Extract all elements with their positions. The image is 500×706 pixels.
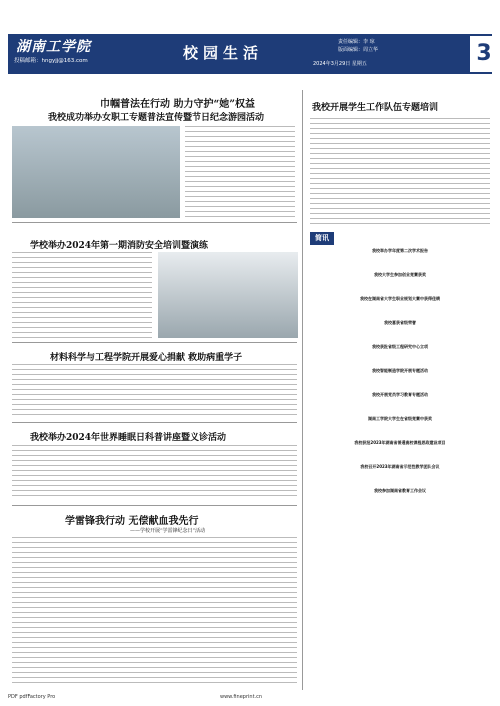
brief-item: 我校召开2023年湖南省示范性教学团队会议 bbox=[360, 464, 440, 469]
divider bbox=[12, 422, 297, 423]
newspaper-logo: 湖南工学院 bbox=[16, 39, 91, 55]
article-photo bbox=[12, 126, 180, 218]
masthead bbox=[8, 34, 492, 74]
brief-item: 湖南工学院大学生在省级竞赛中获奖 bbox=[368, 416, 432, 421]
article-body bbox=[12, 537, 297, 685]
brief-item: 我校参加湖南省教育工作会议 bbox=[374, 488, 426, 493]
article-title: 材料科学与工程学院开展爱心捐献 救助病重学子 bbox=[50, 353, 243, 363]
brief-item: 我校获批2023年湖南省普通高校课程思政建设项目 bbox=[354, 440, 446, 445]
brief-item: 我校获批省级工程研究中心立项 bbox=[372, 344, 428, 349]
brief-item: 我校举办学年度第二次学术报告 bbox=[372, 248, 428, 253]
page-number: 3 bbox=[470, 36, 498, 72]
article-body bbox=[12, 364, 297, 418]
divider bbox=[12, 222, 297, 223]
article-subtitle: ——学校开展“学雷锋纪念日”活动 bbox=[130, 528, 206, 534]
footer-left: PDF pdfFactory Pro bbox=[8, 694, 56, 700]
briefs-heading: 简讯 bbox=[310, 232, 334, 245]
divider bbox=[12, 342, 297, 343]
editor-credits bbox=[338, 38, 378, 54]
article-title: 学雷锋我行动 无偿献血我先行 bbox=[65, 516, 199, 527]
article-title: 巾帼普法在行动 助力守护“她”权益 bbox=[100, 99, 255, 110]
brief-item: 我校在湖南省大学生职业规划大赛中获得佳绩 bbox=[360, 296, 440, 301]
divider bbox=[12, 505, 297, 506]
briefs-list bbox=[310, 248, 490, 512]
article-photo bbox=[158, 252, 298, 338]
issue-date: 2024年3月29日 星期五 bbox=[313, 61, 367, 67]
brief-item: 我校大学生参加创业竞赛获奖 bbox=[374, 272, 426, 277]
article-body bbox=[185, 126, 295, 218]
article-title: 我校成功举办女职工专题普法宣传暨节日纪念游园活动 bbox=[48, 113, 265, 123]
submission-email: 投稿邮箱：hngyjj@163.com bbox=[14, 58, 88, 64]
article-title: 我校开展学生工作队伍专题培训 bbox=[312, 103, 439, 113]
column-divider bbox=[302, 90, 303, 690]
section-title: 校园生活 bbox=[183, 44, 264, 62]
chief-editor: 责任编辑：李 琼 bbox=[338, 39, 375, 45]
article-body bbox=[12, 252, 152, 338]
article-title: 我校举办2024年世界睡眠日科普讲座暨义诊活动 bbox=[30, 433, 227, 443]
brief-item: 我校智能制造学院开展专题活动 bbox=[372, 368, 428, 373]
article-body bbox=[310, 118, 490, 226]
article-title: 学校举办2024年第一期消防安全培训暨演练 bbox=[30, 241, 209, 251]
footer-right: www.fineprint.cn bbox=[220, 694, 263, 700]
layout-editor: 版面编辑：周立华 bbox=[338, 47, 379, 53]
brief-item: 我校喜获省级荣誉 bbox=[384, 320, 416, 325]
brief-item: 我校开展党员学习教育专题活动 bbox=[372, 392, 428, 397]
article-body bbox=[12, 445, 297, 500]
